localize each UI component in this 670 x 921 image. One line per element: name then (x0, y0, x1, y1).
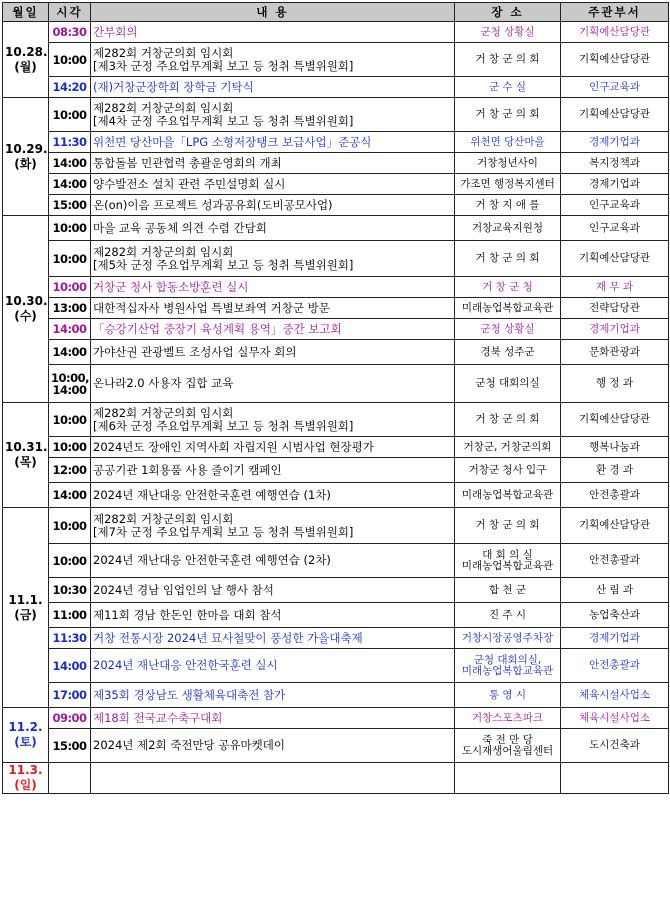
event-time: 12:00 (49, 458, 91, 483)
table-row (3, 483, 669, 508)
empty-cell (91, 763, 455, 794)
event-dept: 복지정책과 (561, 153, 669, 174)
event-dept: 기획예산담당관 (561, 22, 669, 43)
event-time: 10:00 (49, 216, 91, 241)
event-dept: 경제기업과 (561, 628, 669, 649)
event-content: 가야산권 관광벨트 조성사업 실무자 회의 (91, 340, 455, 365)
event-place: 합 천 군 (455, 578, 561, 603)
event-place: 거 창 군 의 회 (455, 403, 561, 437)
event-dept: 경제기업과 (561, 132, 669, 153)
event-dept: 문화관광과 (561, 340, 669, 365)
event-place: 가조면 행정복지센터 (455, 174, 561, 195)
event-place: 거창스포츠파크 (455, 708, 561, 729)
event-time: 17:00 (49, 683, 91, 708)
event-content: 제35회 경상남도 생활체육대축전 참가 (91, 683, 455, 708)
event-place: 거창교육지원청 (455, 216, 561, 241)
event-time: 10:00 (49, 277, 91, 298)
event-content: 위천면 당산마을「LPG 소형저장탱크 보급사업」준공식 (91, 132, 455, 153)
event-time: 14:00 (49, 319, 91, 340)
event-content: 2024년도 장애인 지역사회 자립지원 시범사업 현장평가 (91, 437, 455, 458)
event-content: 제282회 거창군의회 임시회 [제3차 군정 주요업무계획 보고 등 청취 특별위원회] (91, 43, 455, 77)
event-dept: 인구교육과 (561, 216, 669, 241)
event-time: 14:00 (49, 340, 91, 365)
day-date: 10.31. (목) (3, 403, 49, 508)
event-place: 거 창 군 의 회 (455, 98, 561, 132)
table-row (3, 132, 669, 153)
event-dept: 전략담당관 (561, 298, 669, 319)
event-dept: 도시건축과 (561, 729, 669, 763)
event-time: 14:00 (49, 174, 91, 195)
event-dept: 경제기업과 (561, 174, 669, 195)
event-place: 군청 상황실 (455, 22, 561, 43)
event-content: 공공기관 1회용품 사용 줄이기 캠페인 (91, 458, 455, 483)
event-place: 군청 대회의실, 미래농업복합교육관 (455, 649, 561, 683)
table-row (3, 298, 669, 319)
event-place: 군청 대회의실 (455, 365, 561, 403)
event-time: 10:00 (49, 544, 91, 578)
event-place: 거 창 군 의 회 (455, 508, 561, 544)
table-row (3, 153, 669, 174)
event-time: 14:20 (49, 77, 91, 98)
event-content: 통합돌봄 민관협력 총괄운영회의 개최 (91, 153, 455, 174)
event-time: 10:00 (49, 508, 91, 544)
event-content: 제18회 전국교수축구대회 (91, 708, 455, 729)
event-dept: 안전총괄과 (561, 649, 669, 683)
event-content: 제282회 거창군의회 임시회 [제5차 군정 주요업무계획 보고 등 청취 특별위원회] (91, 241, 455, 277)
event-place: 진 주 시 (455, 603, 561, 628)
event-content: 온나라2.0 사용자 집합 교육 (91, 365, 455, 403)
day-date: 11.1. (금) (3, 508, 49, 708)
table-row (3, 22, 669, 43)
table-row (3, 277, 669, 298)
header-row (3, 3, 669, 22)
event-content: 제282회 거창군의회 임시회 [제7차 군정 주요업무계획 보고 등 청취 특별위원회] (91, 508, 455, 544)
table-row (3, 508, 669, 544)
event-place: 통 영 시 (455, 683, 561, 708)
event-time: 14:00 (49, 153, 91, 174)
table-row (3, 195, 669, 216)
event-content: 「승강기산업 중장기 육성계획 용역」중간 보고회 (91, 319, 455, 340)
header-dept: 주관부서 (561, 3, 669, 22)
event-content: 제282회 거창군의회 임시회 [제4차 군정 주요업무계획 보고 등 청취 특별위원회] (91, 98, 455, 132)
event-place: 거창군 청사 입구 (455, 458, 561, 483)
event-dept: 기획예산담당관 (561, 241, 669, 277)
table-row (3, 649, 669, 683)
event-dept: 농업축산과 (561, 603, 669, 628)
event-place: 군청 상황실 (455, 319, 561, 340)
event-dept: 인구교육과 (561, 195, 669, 216)
event-place: 미래농업복합교육관 (455, 483, 561, 508)
event-content: 제282회 거창군의회 임시회 [제6차 군정 주요업무계획 보고 등 청취 특별위원회] (91, 403, 455, 437)
event-place: 거창시장공영주차장 (455, 628, 561, 649)
event-place: 위천면 당산마을 (455, 132, 561, 153)
event-dept: 체육시설사업소 (561, 708, 669, 729)
event-content: 대한적십자사 병원사업 특별보좌역 거창군 방문 (91, 298, 455, 319)
event-time: 15:00 (49, 195, 91, 216)
event-place: 거 창 군 의 회 (455, 241, 561, 277)
table-row (3, 578, 669, 603)
empty-cell (455, 763, 561, 794)
day-date: 11.3. (일) (3, 763, 49, 794)
event-time: 10:30 (49, 578, 91, 603)
event-time: 10:00 (49, 437, 91, 458)
event-dept: 안전총괄과 (561, 483, 669, 508)
event-dept: 기획예산담당관 (561, 403, 669, 437)
event-dept: 산 림 과 (561, 578, 669, 603)
event-content: 마을 교육 공동체 의견 수렴 간담회 (91, 216, 455, 241)
event-time: 11:30 (49, 132, 91, 153)
table-row (3, 365, 669, 403)
header-time: 시각 (49, 3, 91, 22)
table-row (3, 340, 669, 365)
event-dept: 기획예산담당관 (561, 43, 669, 77)
event-content: 간부회의 (91, 22, 455, 43)
empty-cell (49, 763, 91, 794)
event-place: 거 창 지 애 를 (455, 195, 561, 216)
table-row (3, 241, 669, 277)
table-row (3, 216, 669, 241)
event-place: 거 창 군 청 (455, 277, 561, 298)
table-row (3, 603, 669, 628)
event-time: 11:00 (49, 603, 91, 628)
event-time: 11:30 (49, 628, 91, 649)
header-place: 장 소 (455, 3, 561, 22)
event-content: 2024년 경남 임업인의 날 행사 참석 (91, 578, 455, 603)
header-content: 내 용 (91, 3, 455, 22)
event-place: 군 수 실 (455, 77, 561, 98)
event-content: (재)거창군장학회 장학금 기탁식 (91, 77, 455, 98)
day-row-empty (3, 763, 669, 794)
event-content: 거창군 청사 합동소방훈련 실시 (91, 277, 455, 298)
event-place: 경북 성주군 (455, 340, 561, 365)
schedule-body (3, 22, 669, 794)
event-time: 08:30 (49, 22, 91, 43)
table-row (3, 43, 669, 77)
event-content: 거창 전통시장 2024년 묘사철맞이 풍성한 가을대축제 (91, 628, 455, 649)
event-content: 2024년 재난대응 안전한국훈련 예행연습 (2차) (91, 544, 455, 578)
event-content: 온(on)이음 프로젝트 성과공유회(도비공모사업) (91, 195, 455, 216)
event-dept: 체육시설사업소 (561, 683, 669, 708)
event-time: 13:00 (49, 298, 91, 319)
event-dept: 안전총괄과 (561, 544, 669, 578)
day-date: 10.30. (수) (3, 216, 49, 403)
event-dept: 기획예산담당관 (561, 98, 669, 132)
table-row (3, 729, 669, 763)
event-time: 10:00 (49, 98, 91, 132)
event-content: 2024년 제2회 죽전만당 공유마켓데이 (91, 729, 455, 763)
event-time: 15:00 (49, 729, 91, 763)
event-time: 10:00 (49, 241, 91, 277)
event-time: 10:00 (49, 43, 91, 77)
event-place: 거창군, 거창군의회 (455, 437, 561, 458)
event-dept: 환 경 과 (561, 458, 669, 483)
event-dept: 재 무 과 (561, 277, 669, 298)
event-content: 2024년 재난대응 안전한국훈련 실시 (91, 649, 455, 683)
event-time: 10:00, 14:00 (49, 365, 91, 403)
table-row (3, 319, 669, 340)
event-dept: 경제기업과 (561, 319, 669, 340)
event-dept: 인구교육과 (561, 77, 669, 98)
event-place: 거창청년사이 (455, 153, 561, 174)
day-date: 10.28. (월) (3, 22, 49, 98)
table-row (3, 458, 669, 483)
schedule-table (2, 2, 669, 794)
table-row (3, 683, 669, 708)
event-content: 2024년 재난대응 안전한국훈련 예행연습 (1차) (91, 483, 455, 508)
table-row (3, 628, 669, 649)
event-place: 거 창 군 의 회 (455, 43, 561, 77)
table-row (3, 77, 669, 98)
event-place: 미래농업복합교육관 (455, 298, 561, 319)
event-time: 14:00 (49, 483, 91, 508)
table-row (3, 544, 669, 578)
event-dept: 기획예산담당관 (561, 508, 669, 544)
day-date: 11.2. (토) (3, 708, 49, 763)
table-row (3, 98, 669, 132)
day-date: 10.29. (화) (3, 98, 49, 216)
header-date: 월일 (3, 3, 49, 22)
event-time: 14:00 (49, 649, 91, 683)
event-content: 제11회 경남 한돈인 한마음 대회 참석 (91, 603, 455, 628)
empty-cell (561, 763, 669, 794)
table-row (3, 708, 669, 729)
event-time: 10:00 (49, 403, 91, 437)
event-place: 대 회 의 실 미래농업복합교육관 (455, 544, 561, 578)
event-dept: 행복나눔과 (561, 437, 669, 458)
event-time: 09:00 (49, 708, 91, 729)
event-place: 죽 전 만 당 도시재생어울림센터 (455, 729, 561, 763)
table-row (3, 437, 669, 458)
table-row (3, 174, 669, 195)
event-content: 양수발전소 설치 관련 주민설명회 실시 (91, 174, 455, 195)
event-dept: 행 정 과 (561, 365, 669, 403)
table-row (3, 403, 669, 437)
